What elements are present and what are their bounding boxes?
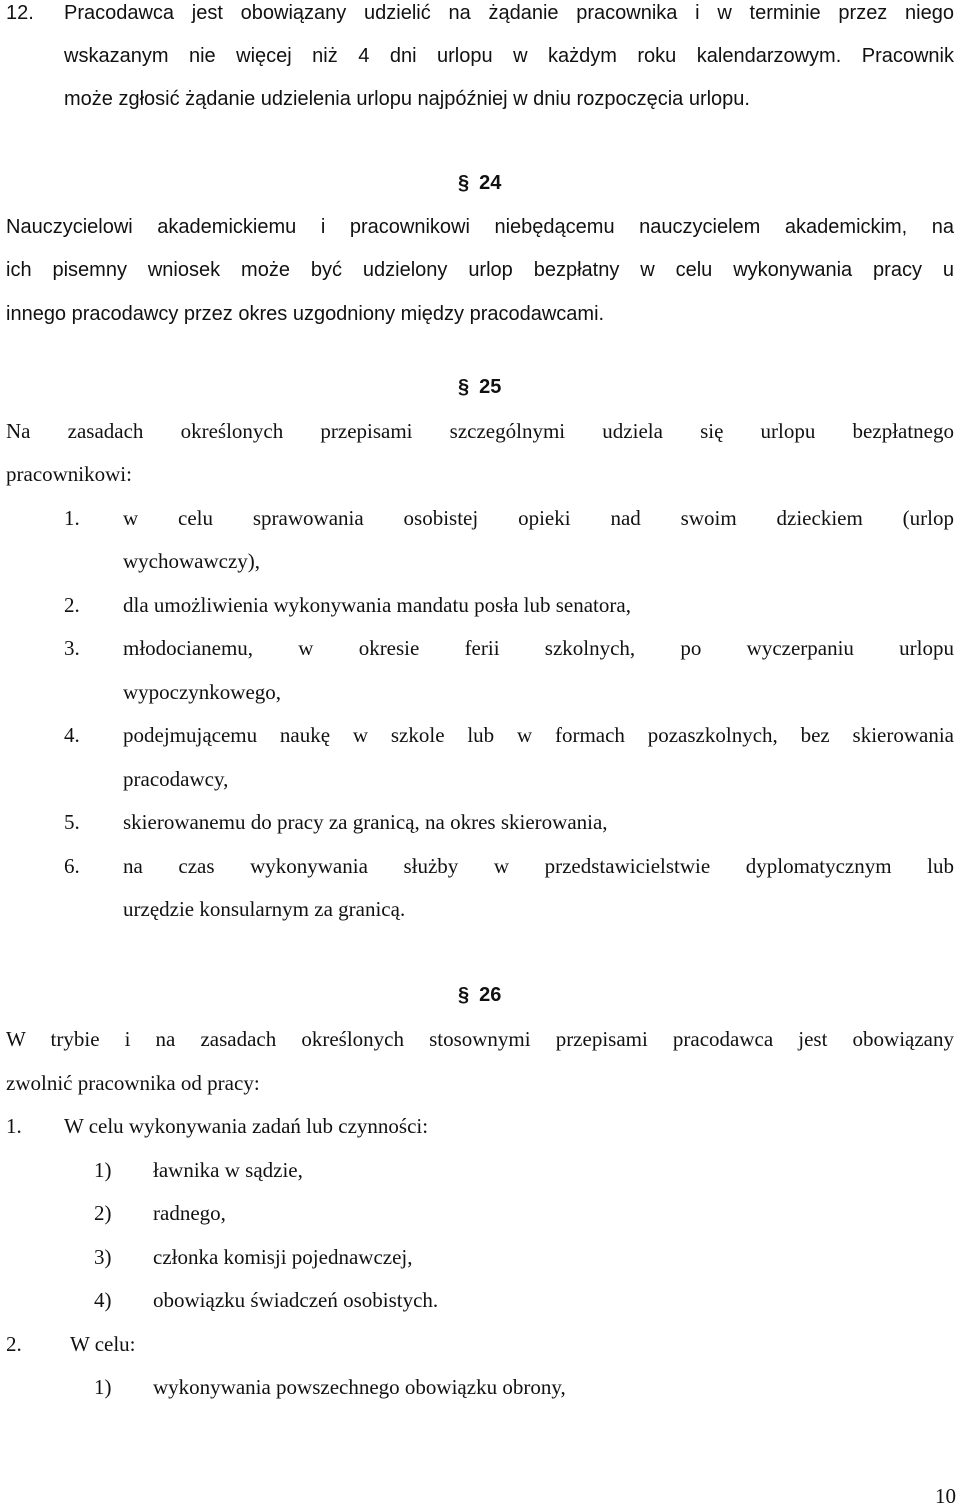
page-number: 10	[935, 1484, 956, 1508]
point-number: 1.	[6, 1114, 22, 1138]
list-item-line-1: młodocianemu, w okresie ferii szkolnych, po wyczerpaniu urlopu	[123, 636, 954, 660]
section-24-line-3: innego pracodawcy przez okres uzgodniony między pracodawcami.	[6, 303, 605, 325]
section-26-heading	[458, 984, 501, 1007]
item-12-line-2: wskazanym nie więcej niż 4 dni urlopu w każdym roku kalendarzowym. Pracownik	[64, 45, 954, 67]
item-12-line-1: Pracodawca jest obowiązany udzielić na żądanie pracownika i w terminie przez niego	[64, 2, 954, 24]
section-24-line-1: Nauczycielowi akademickiemu i pracownikowi niebędącemu nauczycielem akademickim, na	[6, 216, 954, 238]
point-number: 2.	[6, 1332, 22, 1356]
subitem-number: 2)	[94, 1201, 112, 1225]
subitem-number: 4)	[94, 1288, 112, 1312]
subitem-text: wykonywania powszechnego obowiązku obrony,	[153, 1375, 566, 1399]
point-label: W celu:	[70, 1332, 136, 1356]
section-25-intro-line-2: pracownikowi:	[6, 462, 132, 486]
list-number: 3.	[64, 636, 80, 660]
section-symbol: §	[458, 984, 470, 1006]
subitem-number: 1)	[94, 1158, 112, 1182]
subitem-text: obowiązku świadczeń osobistych.	[153, 1288, 439, 1312]
section-25-heading	[458, 376, 501, 399]
list-number: 5.	[64, 810, 80, 834]
section-symbol: §	[458, 172, 470, 194]
section-25-intro-line-1: Na zasadach określonych przepisami szczególnymi udziela się urlopu bezpłatnego	[6, 419, 954, 443]
point-label: W celu wykonywania zadań lub czynności:	[64, 1114, 429, 1138]
section-number: 24	[479, 172, 502, 194]
subitem-text: członka komisji pojednawczej,	[153, 1245, 413, 1269]
list-item-line-2: wychowawczy),	[123, 549, 261, 573]
subitem-text: ławnika w sądzie,	[153, 1158, 303, 1182]
list-number: 1.	[64, 506, 80, 530]
section-24-heading	[458, 172, 501, 195]
section-26-intro-line-2: zwolnić pracownika od pracy:	[6, 1071, 260, 1095]
section-24-line-2: ich pisemny wniosek może być udzielony urlop bezpłatny w celu wykonywania pracy u	[6, 259, 954, 281]
item-12-line-3: może zgłosić żądanie udzielenia urlopu najpóźniej w dniu rozpoczęcia urlopu.	[64, 88, 750, 110]
list-item-line-2: wypoczynkowego,	[123, 680, 282, 704]
section-number: 25	[479, 376, 502, 398]
list-item-line-1: skierowanemu do pracy za granicą, na okres skierowania,	[123, 810, 608, 834]
section-26-intro-line-1: W trybie i na zasadach określonych stosownymi przepisami pracodawca jest obowiązany	[6, 1027, 954, 1051]
list-number: 2.	[64, 593, 80, 617]
list-number: 4.	[64, 723, 80, 747]
list-item-line-2: pracodawcy,	[123, 767, 229, 791]
section-symbol: §	[458, 376, 470, 398]
subitem-number: 3)	[94, 1245, 112, 1269]
list-item-line-1: podejmującemu naukę w szkole lub w formach pozaszkolnych, bez skierowania	[123, 723, 954, 747]
list-number: 6.	[64, 854, 80, 878]
list-item-line-2: urzędzie konsularnym za granicą.	[123, 897, 406, 921]
list-item-line-1: na czas wykonywania służby w przedstawicielstwie dyplomatycznym lub	[123, 854, 954, 878]
item-12-number: 12.	[6, 2, 34, 24]
list-item-line-1: w celu sprawowania osobistej opieki nad swoim dzieckiem (urlop	[123, 506, 954, 530]
list-item-line-1: dla umożliwienia wykonywania mandatu posła lub senatora,	[123, 593, 631, 617]
subitem-text: radnego,	[153, 1201, 226, 1225]
subitem-number: 1)	[94, 1375, 112, 1399]
section-number: 26	[479, 984, 502, 1006]
